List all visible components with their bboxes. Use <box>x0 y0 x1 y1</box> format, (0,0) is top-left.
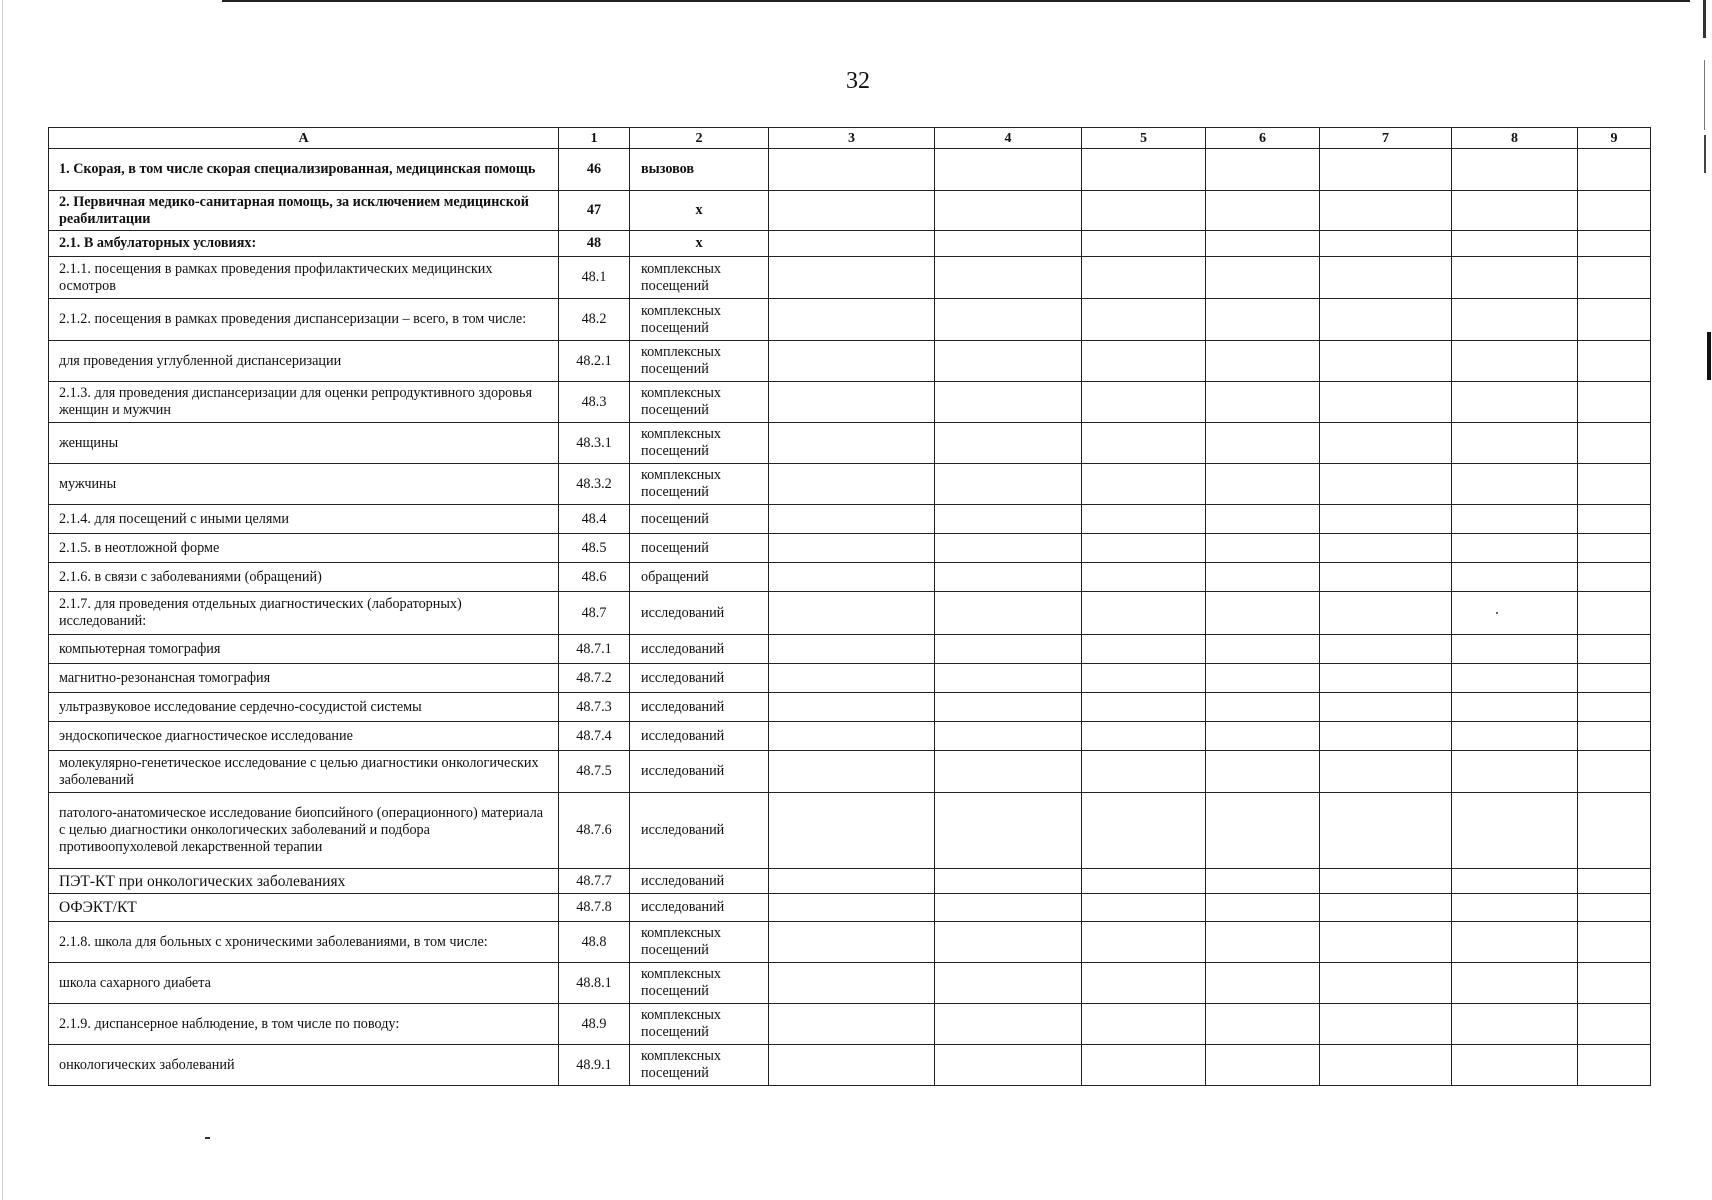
empty-value-cell <box>935 563 1082 592</box>
row-name-cell: 1. Скорая, в том числе скорая специализированная, медицинская помощь <box>49 149 559 191</box>
table-row <box>49 922 1651 963</box>
row-name-cell: женщины <box>49 423 559 464</box>
empty-value-cell <box>769 534 935 563</box>
empty-value-cell <box>1206 1045 1320 1086</box>
empty-value-cell <box>1206 382 1320 423</box>
empty-value-cell <box>1578 423 1651 464</box>
empty-value-cell <box>935 592 1082 635</box>
empty-value-cell <box>1452 793 1578 869</box>
scan-edge-mark <box>1704 60 1705 130</box>
row-code-cell: 48.7.1 <box>559 635 630 664</box>
table-row <box>49 1004 1651 1045</box>
row-unit-cell: посещений <box>630 534 769 563</box>
empty-value-cell <box>1578 382 1651 423</box>
empty-value-cell <box>935 635 1082 664</box>
empty-value-cell <box>1082 693 1206 722</box>
empty-value-cell <box>935 793 1082 869</box>
row-name-cell: 2.1.7. для проведения отдельных диагностических (лабораторных) исследований: <box>49 592 559 635</box>
empty-value-cell <box>935 693 1082 722</box>
row-code-cell: 48.7.2 <box>559 664 630 693</box>
empty-value-cell <box>769 722 935 751</box>
empty-value-cell <box>1206 922 1320 963</box>
empty-value-cell <box>1320 693 1452 722</box>
empty-value-cell <box>1082 382 1206 423</box>
empty-value-cell <box>1206 635 1320 664</box>
row-code-cell: 48.3 <box>559 382 630 423</box>
empty-value-cell <box>1452 592 1578 635</box>
empty-value-cell <box>1578 299 1651 341</box>
empty-value-cell <box>1082 191 1206 231</box>
scan-edge-mark <box>1703 0 1706 38</box>
empty-value-cell <box>1452 231 1578 257</box>
top-border-line <box>222 0 1690 2</box>
row-code-cell: 48.7.3 <box>559 693 630 722</box>
empty-value-cell <box>935 423 1082 464</box>
empty-value-cell <box>1206 592 1320 635</box>
row-code-cell: 48.8 <box>559 922 630 963</box>
table-row <box>49 534 1651 563</box>
row-name-cell: ультразвуковое исследование сердечно-сосудистой системы <box>49 693 559 722</box>
empty-value-cell <box>1452 341 1578 382</box>
row-code-cell: 48.3.2 <box>559 464 630 505</box>
table-row <box>49 191 1651 231</box>
row-name-cell: 2.1.1. посещения в рамках проведения профилактических медицинских осмотров <box>49 257 559 299</box>
table-row <box>49 149 1651 191</box>
row-code-cell: 48.7.5 <box>559 751 630 793</box>
empty-value-cell <box>1452 382 1578 423</box>
empty-value-cell <box>1206 341 1320 382</box>
empty-value-cell <box>1082 505 1206 534</box>
empty-value-cell <box>769 693 935 722</box>
table-row <box>49 963 1651 1004</box>
empty-value-cell <box>1206 722 1320 751</box>
empty-value-cell <box>1082 592 1206 635</box>
table-row <box>49 231 1651 257</box>
empty-value-cell <box>769 963 935 1004</box>
empty-value-cell <box>1206 963 1320 1004</box>
empty-value-cell <box>935 534 1082 563</box>
empty-value-cell <box>935 505 1082 534</box>
empty-value-cell <box>1206 534 1320 563</box>
empty-value-cell <box>1578 257 1651 299</box>
empty-value-cell <box>1320 1045 1452 1086</box>
empty-value-cell <box>1082 793 1206 869</box>
empty-value-cell <box>1082 751 1206 793</box>
row-name-cell: 2.1.6. в связи с заболеваниями (обращений) <box>49 563 559 592</box>
row-name-cell: ОФЭКТ/КТ <box>49 894 559 922</box>
empty-value-cell <box>1206 505 1320 534</box>
row-unit-cell: исследований <box>630 793 769 869</box>
row-name-cell: 2. Первичная медико-санитарная помощь, за исключением медицинской реабилитации <box>49 191 559 231</box>
row-code-cell: 48.7.4 <box>559 722 630 751</box>
empty-value-cell <box>1082 563 1206 592</box>
empty-value-cell <box>769 1004 935 1045</box>
empty-value-cell <box>1082 1045 1206 1086</box>
page-number: 32 <box>846 68 870 94</box>
empty-value-cell <box>1206 191 1320 231</box>
column-header: А <box>49 128 559 149</box>
empty-value-cell <box>1082 664 1206 693</box>
empty-value-cell <box>1206 693 1320 722</box>
empty-value-cell <box>769 563 935 592</box>
table-row <box>49 869 1651 894</box>
empty-value-cell <box>935 257 1082 299</box>
empty-value-cell <box>1320 894 1452 922</box>
row-unit-cell: исследований <box>630 722 769 751</box>
empty-value-cell <box>1320 231 1452 257</box>
row-unit-cell: комплексных посещений <box>630 1045 769 1086</box>
empty-value-cell <box>1452 191 1578 231</box>
empty-value-cell <box>1578 793 1651 869</box>
empty-value-cell <box>1578 751 1651 793</box>
empty-value-cell <box>1452 722 1578 751</box>
empty-value-cell <box>1320 563 1452 592</box>
row-code-cell: 46 <box>559 149 630 191</box>
empty-value-cell <box>935 722 1082 751</box>
row-unit-cell: х <box>630 191 769 231</box>
empty-value-cell <box>1578 635 1651 664</box>
row-name-cell: 2.1.5. в неотложной форме <box>49 534 559 563</box>
row-code-cell: 48.9.1 <box>559 1045 630 1086</box>
table-row <box>49 382 1651 423</box>
empty-value-cell <box>1452 751 1578 793</box>
empty-value-cell <box>1206 231 1320 257</box>
empty-value-cell <box>1578 563 1651 592</box>
row-code-cell: 48.7 <box>559 592 630 635</box>
empty-value-cell <box>1578 963 1651 1004</box>
table-row <box>49 751 1651 793</box>
empty-value-cell <box>1082 922 1206 963</box>
empty-value-cell <box>1452 423 1578 464</box>
empty-value-cell <box>1082 257 1206 299</box>
empty-value-cell <box>1578 722 1651 751</box>
empty-value-cell <box>769 635 935 664</box>
empty-value-cell <box>1082 963 1206 1004</box>
empty-value-cell <box>1320 793 1452 869</box>
empty-value-cell <box>1320 257 1452 299</box>
empty-value-cell <box>769 505 935 534</box>
empty-value-cell <box>1320 299 1452 341</box>
empty-value-cell <box>769 231 935 257</box>
empty-value-cell <box>1578 464 1651 505</box>
empty-value-cell <box>769 149 935 191</box>
empty-value-cell <box>1206 1004 1320 1045</box>
empty-value-cell <box>1320 341 1452 382</box>
empty-value-cell <box>1578 664 1651 693</box>
row-code-cell: 48.9 <box>559 1004 630 1045</box>
empty-value-cell <box>935 341 1082 382</box>
empty-value-cell <box>1452 257 1578 299</box>
empty-value-cell <box>1206 751 1320 793</box>
empty-value-cell <box>935 464 1082 505</box>
row-unit-cell: исследований <box>630 592 769 635</box>
empty-value-cell <box>1206 299 1320 341</box>
empty-value-cell <box>769 664 935 693</box>
row-code-cell: 48.4 <box>559 505 630 534</box>
row-name-cell: магнитно-резонансная томография <box>49 664 559 693</box>
table-body <box>49 149 1651 1086</box>
row-code-cell: 48.2 <box>559 299 630 341</box>
row-unit-cell: исследований <box>630 664 769 693</box>
table-row <box>49 693 1651 722</box>
row-unit-cell: комплексных посещений <box>630 257 769 299</box>
table-row <box>49 299 1651 341</box>
empty-value-cell <box>1206 869 1320 894</box>
empty-value-cell <box>1206 149 1320 191</box>
table-row <box>49 664 1651 693</box>
row-unit-cell: посещений <box>630 505 769 534</box>
row-name-cell: мужчины <box>49 464 559 505</box>
row-unit-cell: комплексных посещений <box>630 382 769 423</box>
empty-value-cell <box>935 191 1082 231</box>
column-header: 1 <box>559 128 630 149</box>
row-name-cell: онкологических заболеваний <box>49 1045 559 1086</box>
empty-value-cell <box>1320 592 1452 635</box>
table-row <box>49 505 1651 534</box>
row-code-cell: 48.3.1 <box>559 423 630 464</box>
table-row <box>49 464 1651 505</box>
empty-value-cell <box>1452 299 1578 341</box>
empty-value-cell <box>1452 664 1578 693</box>
empty-value-cell <box>1082 231 1206 257</box>
table-row <box>49 793 1651 869</box>
column-header: 5 <box>1082 128 1206 149</box>
empty-value-cell <box>1578 1045 1651 1086</box>
empty-value-cell <box>1082 722 1206 751</box>
empty-value-cell <box>1320 869 1452 894</box>
empty-value-cell <box>1578 534 1651 563</box>
row-code-cell: 48.5 <box>559 534 630 563</box>
empty-value-cell <box>935 894 1082 922</box>
row-unit-cell: вызовов <box>630 149 769 191</box>
empty-value-cell <box>1082 1004 1206 1045</box>
row-name-cell: 2.1. В амбулаторных условиях: <box>49 231 559 257</box>
column-header: 9 <box>1578 128 1651 149</box>
empty-value-cell <box>1452 464 1578 505</box>
empty-value-cell <box>1578 693 1651 722</box>
empty-value-cell <box>769 894 935 922</box>
empty-value-cell <box>1320 751 1452 793</box>
row-unit-cell: комплексных посещений <box>630 423 769 464</box>
table-row <box>49 592 1651 635</box>
row-code-cell: 48.2.1 <box>559 341 630 382</box>
empty-value-cell <box>1578 922 1651 963</box>
empty-value-cell <box>1082 299 1206 341</box>
row-unit-cell: комплексных посещений <box>630 341 769 382</box>
row-name-cell: ПЭТ-КТ при онкологических заболеваниях <box>49 869 559 894</box>
row-name-cell: молекулярно-генетическое исследование с целью диагностики онкологических заболеваний <box>49 751 559 793</box>
empty-value-cell <box>935 751 1082 793</box>
row-code-cell: 48.7.6 <box>559 793 630 869</box>
empty-value-cell <box>1452 869 1578 894</box>
empty-value-cell <box>1452 1004 1578 1045</box>
row-unit-cell: исследований <box>630 693 769 722</box>
empty-value-cell <box>769 922 935 963</box>
stray-dash-mark <box>205 1137 210 1139</box>
empty-value-cell <box>1206 664 1320 693</box>
table-row <box>49 257 1651 299</box>
empty-value-cell <box>769 423 935 464</box>
row-name-cell: патолого-анатомическое исследование биопсийного (операционного) материала с целью диагностики онкологических заболеваний и подбора противоопухолевой лекарственной терапии <box>49 793 559 869</box>
data-table <box>48 127 1651 1086</box>
empty-value-cell <box>1320 423 1452 464</box>
row-unit-cell: х <box>630 231 769 257</box>
row-code-cell: 48.7.7 <box>559 869 630 894</box>
scan-edge-mark <box>1707 332 1711 380</box>
empty-value-cell <box>1082 534 1206 563</box>
empty-value-cell <box>1452 534 1578 563</box>
row-name-cell: компьютерная томография <box>49 635 559 664</box>
empty-value-cell <box>1206 257 1320 299</box>
empty-value-cell <box>1082 635 1206 664</box>
row-code-cell: 48.7.8 <box>559 894 630 922</box>
column-header: 8 <box>1452 128 1578 149</box>
row-unit-cell: исследований <box>630 751 769 793</box>
row-name-cell: 2.1.4. для посещений с иными целями <box>49 505 559 534</box>
empty-value-cell <box>769 869 935 894</box>
table-row <box>49 1045 1651 1086</box>
row-unit-cell: исследований <box>630 894 769 922</box>
empty-value-cell <box>1082 464 1206 505</box>
empty-value-cell <box>1452 505 1578 534</box>
empty-value-cell <box>935 231 1082 257</box>
row-code-cell: 48.8.1 <box>559 963 630 1004</box>
empty-value-cell <box>769 592 935 635</box>
scan-left-edge <box>2 0 3 1200</box>
empty-value-cell <box>769 382 935 423</box>
column-header: 4 <box>935 128 1082 149</box>
empty-value-cell <box>769 191 935 231</box>
table-row <box>49 563 1651 592</box>
empty-value-cell <box>1452 693 1578 722</box>
empty-value-cell <box>1578 505 1651 534</box>
row-name-cell: 2.1.8. школа для больных с хроническими заболеваниями, в том числе: <box>49 922 559 963</box>
table-header-row <box>49 128 1651 149</box>
empty-value-cell <box>935 1045 1082 1086</box>
empty-value-cell <box>1082 869 1206 894</box>
empty-value-cell <box>769 1045 935 1086</box>
empty-value-cell <box>1082 341 1206 382</box>
empty-value-cell <box>1320 149 1452 191</box>
table-row <box>49 635 1651 664</box>
table-row <box>49 341 1651 382</box>
row-name-cell: 2.1.3. для проведения диспансеризации для оценки репродуктивного здоровья женщин и мужчин <box>49 382 559 423</box>
row-unit-cell: комплексных посещений <box>630 299 769 341</box>
row-name-cell: школа сахарного диабета <box>49 963 559 1004</box>
empty-value-cell <box>1452 149 1578 191</box>
empty-value-cell <box>1320 922 1452 963</box>
empty-value-cell <box>1320 963 1452 1004</box>
empty-value-cell <box>1578 894 1651 922</box>
empty-value-cell <box>1578 149 1651 191</box>
empty-value-cell <box>1082 423 1206 464</box>
empty-value-cell <box>769 793 935 869</box>
empty-value-cell <box>1320 382 1452 423</box>
empty-value-cell <box>1320 505 1452 534</box>
row-code-cell: 48 <box>559 231 630 257</box>
empty-value-cell <box>935 869 1082 894</box>
row-unit-cell: комплексных посещений <box>630 922 769 963</box>
empty-value-cell <box>1320 191 1452 231</box>
column-header: 2 <box>630 128 769 149</box>
row-name-cell: для проведения углубленной диспансеризации <box>49 341 559 382</box>
row-name-cell: 2.1.9. диспансерное наблюдение, в том числе по поводу: <box>49 1004 559 1045</box>
row-unit-cell: исследований <box>630 635 769 664</box>
row-name-cell: эндоскопическое диагностическое исследование <box>49 722 559 751</box>
row-unit-cell: исследований <box>630 869 769 894</box>
empty-value-cell <box>769 751 935 793</box>
empty-value-cell <box>935 149 1082 191</box>
empty-value-cell <box>1206 793 1320 869</box>
empty-value-cell <box>1082 894 1206 922</box>
stray-dot-mark <box>1496 612 1498 614</box>
column-header: 6 <box>1206 128 1320 149</box>
column-header: 3 <box>769 128 935 149</box>
empty-value-cell <box>1206 423 1320 464</box>
empty-value-cell <box>1578 341 1651 382</box>
row-unit-cell: обращений <box>630 563 769 592</box>
empty-value-cell <box>1320 722 1452 751</box>
empty-value-cell <box>769 299 935 341</box>
empty-value-cell <box>1452 1045 1578 1086</box>
empty-value-cell <box>1578 231 1651 257</box>
empty-value-cell <box>1206 894 1320 922</box>
empty-value-cell <box>1578 869 1651 894</box>
empty-value-cell <box>1578 592 1651 635</box>
empty-value-cell <box>1578 191 1651 231</box>
row-code-cell: 48.6 <box>559 563 630 592</box>
empty-value-cell <box>1320 534 1452 563</box>
row-code-cell: 47 <box>559 191 630 231</box>
scan-edge-mark <box>1704 135 1706 173</box>
row-unit-cell: комплексных посещений <box>630 464 769 505</box>
empty-value-cell <box>1320 464 1452 505</box>
empty-value-cell <box>1452 563 1578 592</box>
table-row <box>49 423 1651 464</box>
row-unit-cell: комплексных посещений <box>630 1004 769 1045</box>
empty-value-cell <box>1578 1004 1651 1045</box>
row-unit-cell: комплексных посещений <box>630 963 769 1004</box>
empty-value-cell <box>1320 664 1452 693</box>
empty-value-cell <box>935 299 1082 341</box>
empty-value-cell <box>1320 1004 1452 1045</box>
empty-value-cell <box>769 341 935 382</box>
table-row <box>49 722 1651 751</box>
empty-value-cell <box>769 257 935 299</box>
empty-value-cell <box>1206 563 1320 592</box>
empty-value-cell <box>935 1004 1082 1045</box>
empty-value-cell <box>1206 464 1320 505</box>
empty-value-cell <box>935 382 1082 423</box>
empty-value-cell <box>769 464 935 505</box>
row-code-cell: 48.1 <box>559 257 630 299</box>
column-header: 7 <box>1320 128 1452 149</box>
empty-value-cell <box>1452 894 1578 922</box>
empty-value-cell <box>935 922 1082 963</box>
empty-value-cell <box>935 664 1082 693</box>
row-name-cell: 2.1.2. посещения в рамках проведения диспансеризации – всего, в том числе: <box>49 299 559 341</box>
empty-value-cell <box>1082 149 1206 191</box>
empty-value-cell <box>1320 635 1452 664</box>
empty-value-cell <box>935 963 1082 1004</box>
table-row <box>49 894 1651 922</box>
empty-value-cell <box>1452 635 1578 664</box>
empty-value-cell <box>1452 922 1578 963</box>
empty-value-cell <box>1452 963 1578 1004</box>
